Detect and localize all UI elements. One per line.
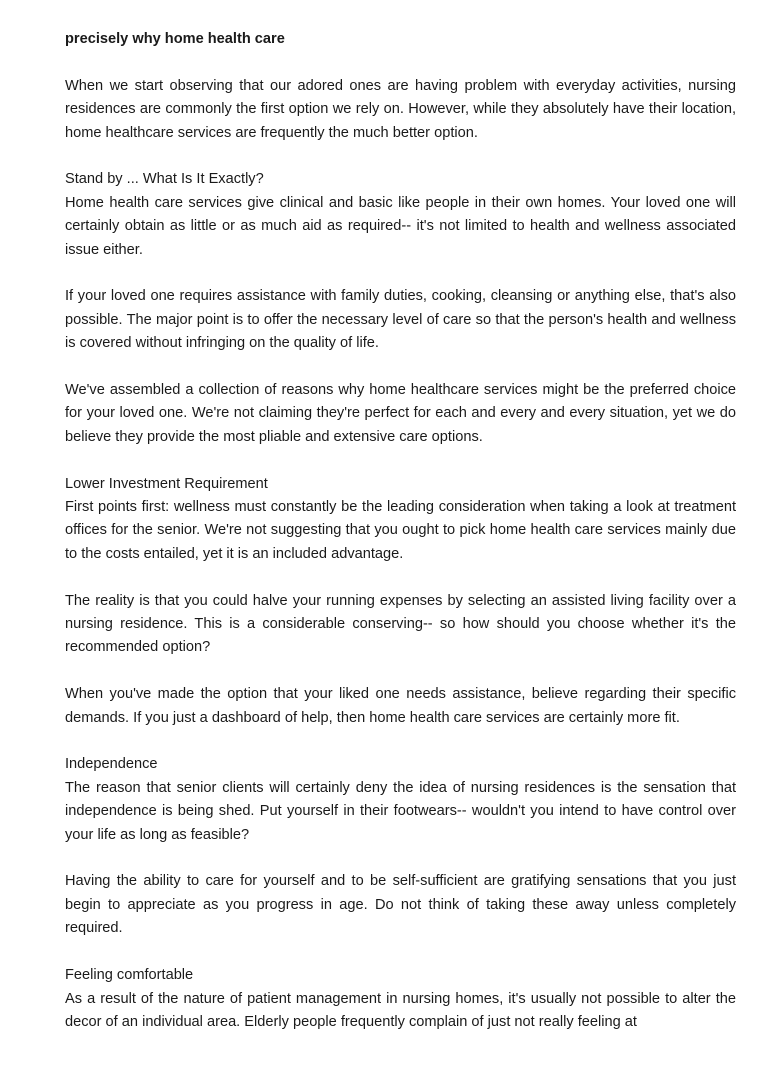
document-title: precisely why home health care — [65, 31, 285, 47]
what-is-it-section — [65, 168, 736, 262]
paragraph: Having the ability to care for yourself and to be self-sufficient are gratifying sensations that you just begin to appreciate as you progress in age. Do not think of taking these away unless completely required. — [65, 873, 736, 937]
section-heading: Lower Investment Requirement — [65, 475, 268, 492]
reasons-section — [65, 379, 736, 449]
assistance-section — [65, 285, 736, 355]
section-heading: Stand by ... What Is It Exactly? — [65, 171, 264, 188]
paragraph: The reality is that you could halve your running expenses by selecting an assisted living facility over a nursing residence. This is a considerable conserving-- so how should you choose whether it's the recommended option? — [65, 592, 736, 656]
paragraph: When we start observing that our adored ones are having problem with everyday activities, nursing residences are commonly the first option we rely on. However, while they absolutely have their location, home healthcare services are frequently the much better option. — [65, 77, 736, 141]
paragraph: Home health care services give clinical and basic like people in their own homes. Your loved one will certainly obtain as little or as much aid as required-- it's not limited to health and wellness associated issue either. — [65, 194, 736, 258]
self-sufficient-section — [65, 870, 736, 940]
specific-demands-section — [65, 683, 736, 730]
paragraph: When you've made the option that your liked one needs assistance, believe regarding their specific demands. If you just a dashboard of help, then home health care services are certainly more fit. — [65, 686, 736, 726]
feeling-comfortable-section — [65, 964, 736, 1034]
document-page — [65, 28, 736, 1058]
paragraph: We've assembled a collection of reasons why home healthcare services might be the preferred choice for your loved one. We're not claiming they're perfect for each and every and every situation, yet we do believe they provide the most pliable and extensive care options. — [65, 382, 736, 445]
section-heading: Independence — [65, 756, 158, 773]
paragraph: As a result of the nature of patient management in nursing homes, it's usually not possible to alter the decor of an individual area. Elderly people frequently complain of just not really feeling at — [65, 990, 736, 1030]
paragraph: First points first: wellness must constantly be the leading consideration when taking a look at treatment offices for the senior. We're not suggesting that you ought to pick home health care services mainly due to the costs entailed, yet it is an included advantage. — [65, 499, 736, 562]
intro-section — [65, 75, 736, 145]
independence-section — [65, 753, 736, 847]
paragraph: The reason that senior clients will certainly deny the idea of nursing residences is the sensation that independence is being shed. Put yourself in their footwears-- wouldn't you intend to have control over your life as long as feasible? — [65, 779, 736, 843]
section-heading: Feeling comfortable — [65, 967, 194, 984]
running-expenses-section — [65, 590, 736, 660]
paragraph: If your loved one requires assistance with family duties, cooking, cleansing or anything else, that's also possible. The major point is to offer the necessary level of care so that the person's health and wellness is covered without infringing on the quality of life. — [65, 288, 736, 352]
lower-investment-section — [65, 473, 736, 567]
